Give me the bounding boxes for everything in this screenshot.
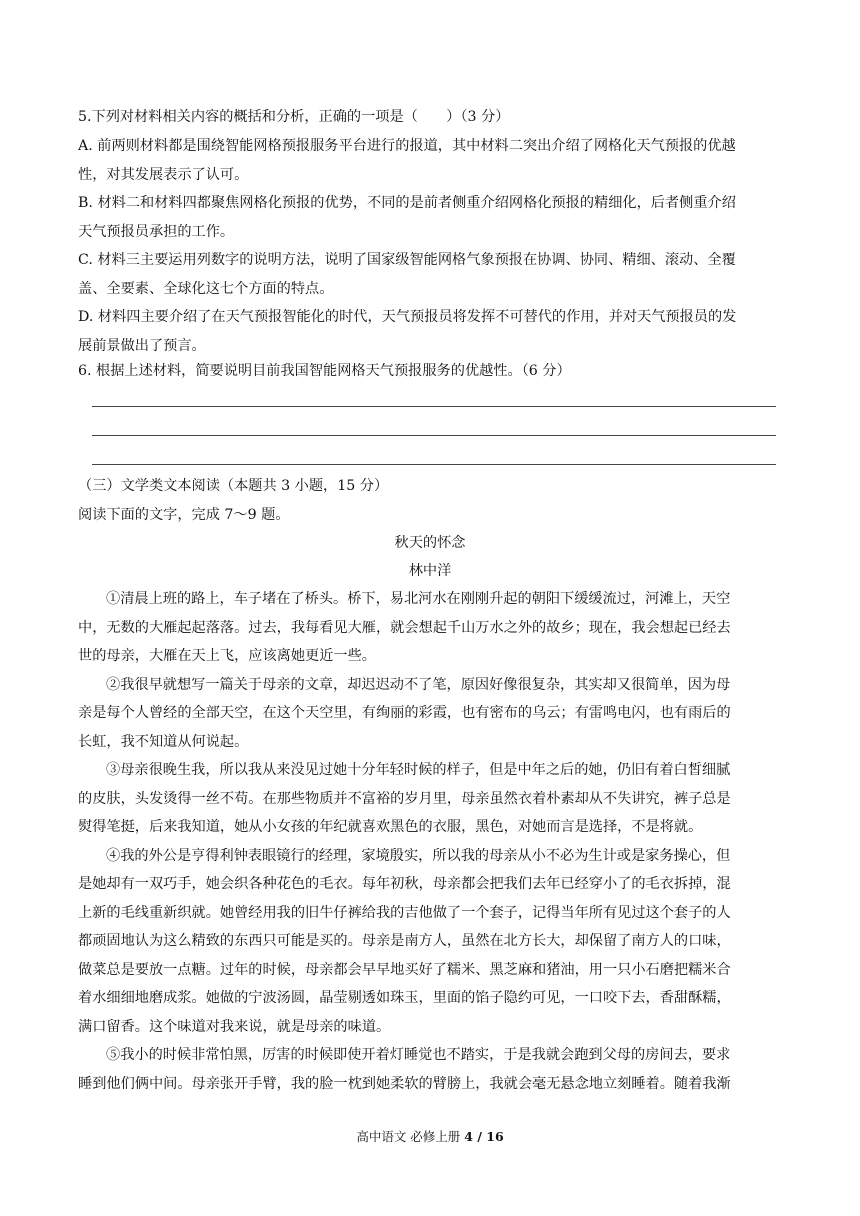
paragraph-3-line: 的皮肤，头发烫得一丝不苟。在那些物质并不富裕的岁月里，母亲虽然衣着朴素却从不失讲究，裤子总是: [78, 791, 731, 807]
paragraph-5-line: 睡到他们俩中间。母亲张开手臂，我的脸一枕到她柔软的臂膀上，我就会毫无悬念地立刻睡着。随着我渐: [78, 1076, 731, 1092]
option-b-line-1: B. 材料二和材料四都聚焦网格化预报的优势，不同的是前者侧重介绍网格化预报的精细化，后者侧重介绍: [78, 195, 736, 211]
paragraph-4-line: 都顽固地认为这么精致的东西只可能是买的。母亲是南方人，虽然在北方长大，却保留了南方人的口味，: [78, 933, 731, 949]
paragraph-2-line: 长虹，我不知道从何说起。: [78, 734, 249, 750]
answer-line: [92, 464, 776, 465]
answer-line: [92, 406, 776, 407]
answer-line: [92, 435, 776, 436]
option-c-line-2: 盖、全要素、全球化这七个方面的特点。: [78, 281, 334, 297]
paragraph-2-line: ②我很早就想写一篇关于母亲的文章，却迟迟动不了笔，原因好像很复杂，其实却又很简单，因为母: [106, 677, 731, 693]
option-c-line-1: C. 材料三主要运用列数字的说明方法，说明了国家级智能网格气象预报在协调、协同、精细、滚动、全覆: [78, 252, 736, 268]
question-6-stem: 6. 根据上述材料，简要说明目前我国智能网格天气预报服务的优越性。（6 分）: [78, 363, 571, 379]
option-a-line-1: A. 前两则材料都是围绕智能网格预报服务平台进行的报道，其中材料二突出介绍了网格化天气预报的优越: [78, 138, 736, 154]
page-number: 4 / 16: [464, 1129, 504, 1144]
option-a-line-2: 性，对其发展表示了认可。: [78, 167, 249, 183]
paragraph-2-line: 亲是每个人曾经的全部天空，在这个天空里，有绚丽的彩霞，也有密布的乌云；有雷鸣电闪，也有雨后的: [78, 705, 731, 721]
paragraph-4-line: 着水细细地磨成浆。她做的宁波汤圆，晶莹剔透如珠玉，里面的馅子隐约可见，一口咬下去，香甜酥糯，: [78, 990, 731, 1006]
paragraph-4-line: 做菜总是要放一点糖。过年的时候，母亲都会早早地买好了糯米、黑芝麻和猪油，用一只小石磨把糯米合: [78, 962, 731, 978]
passage-author: 林中洋: [408, 563, 452, 579]
footer-label: 高中语文 必修上册: [356, 1129, 461, 1144]
paragraph-4-line: ④我的外公是亨得利钟表眼镜行的经理，家境殷实，所以我的母亲从小不必为生计或是家务操心，但: [106, 848, 731, 864]
paragraph-1-line: 中，无数的大雁起起落落。过去，我每看见大雁，就会想起千山万水之外的故乡；现在，我会想起已经去: [78, 620, 731, 636]
paragraph-1-line: 世的母亲，大雁在天上飞，应该离她更近一些。: [78, 648, 376, 664]
question-5-stem: 5.下列对材料相关内容的概括和分析，正确的一项是（ ）（3 分）: [78, 109, 510, 125]
section-instruction: 阅读下面的文字，完成 7～9 题。: [78, 507, 290, 523]
paragraph-4-line: 上新的毛线重新织就。她曾经用我的旧牛仔裤给我的吉他做了一个套子，记得当年所有见过这个套子的人: [78, 905, 731, 921]
option-d-line-1: D. 材料四主要介绍了在天气预报智能化的时代，天气预报员将发挥不可替代的作用，并对天气预报员的发: [78, 309, 737, 325]
paragraph-4-line: 满口留香。这个味道对我来说，就是母亲的味道。: [78, 1019, 391, 1035]
paragraph-5-line: ⑤我小的时候非常怕黑，厉害的时候即使开着灯睡觉也不踏实，于是我就会跑到父母的房间去，要求: [106, 1047, 731, 1063]
paragraph-1-line: ①清晨上班的路上，车子堵在了桥头。桥下，易北河水在刚刚升起的朝阳下缓缓流过，河滩上，天空: [106, 591, 731, 607]
passage-title: 秋天的怀念: [394, 535, 466, 551]
option-d-line-2: 展前景做出了预言。: [78, 338, 206, 354]
paragraph-4-line: 是她却有一双巧手，她会织各种花色的毛衣。每年初秋，母亲都会把我们去年已经穿小了的毛衣拆掉，混: [78, 876, 731, 892]
section-heading: （三）文学类文本阅读（本题共 3 小题，15 分）: [78, 478, 389, 494]
paragraph-3-line: ③母亲很晚生我，所以我从来没见过她十分年轻时候的样子，但是中年之后的她，仍旧有着白皙细腻: [106, 762, 731, 778]
option-b-line-2: 天气预报员承担的工作。: [78, 224, 235, 240]
paragraph-3-line: 熨得笔挺，后来我知道，她从小女孩的年纪就喜欢黑色的衣服，黑色，对她而言是选择，不是将就。: [78, 819, 703, 835]
page-footer: [0, 1128, 860, 1146]
